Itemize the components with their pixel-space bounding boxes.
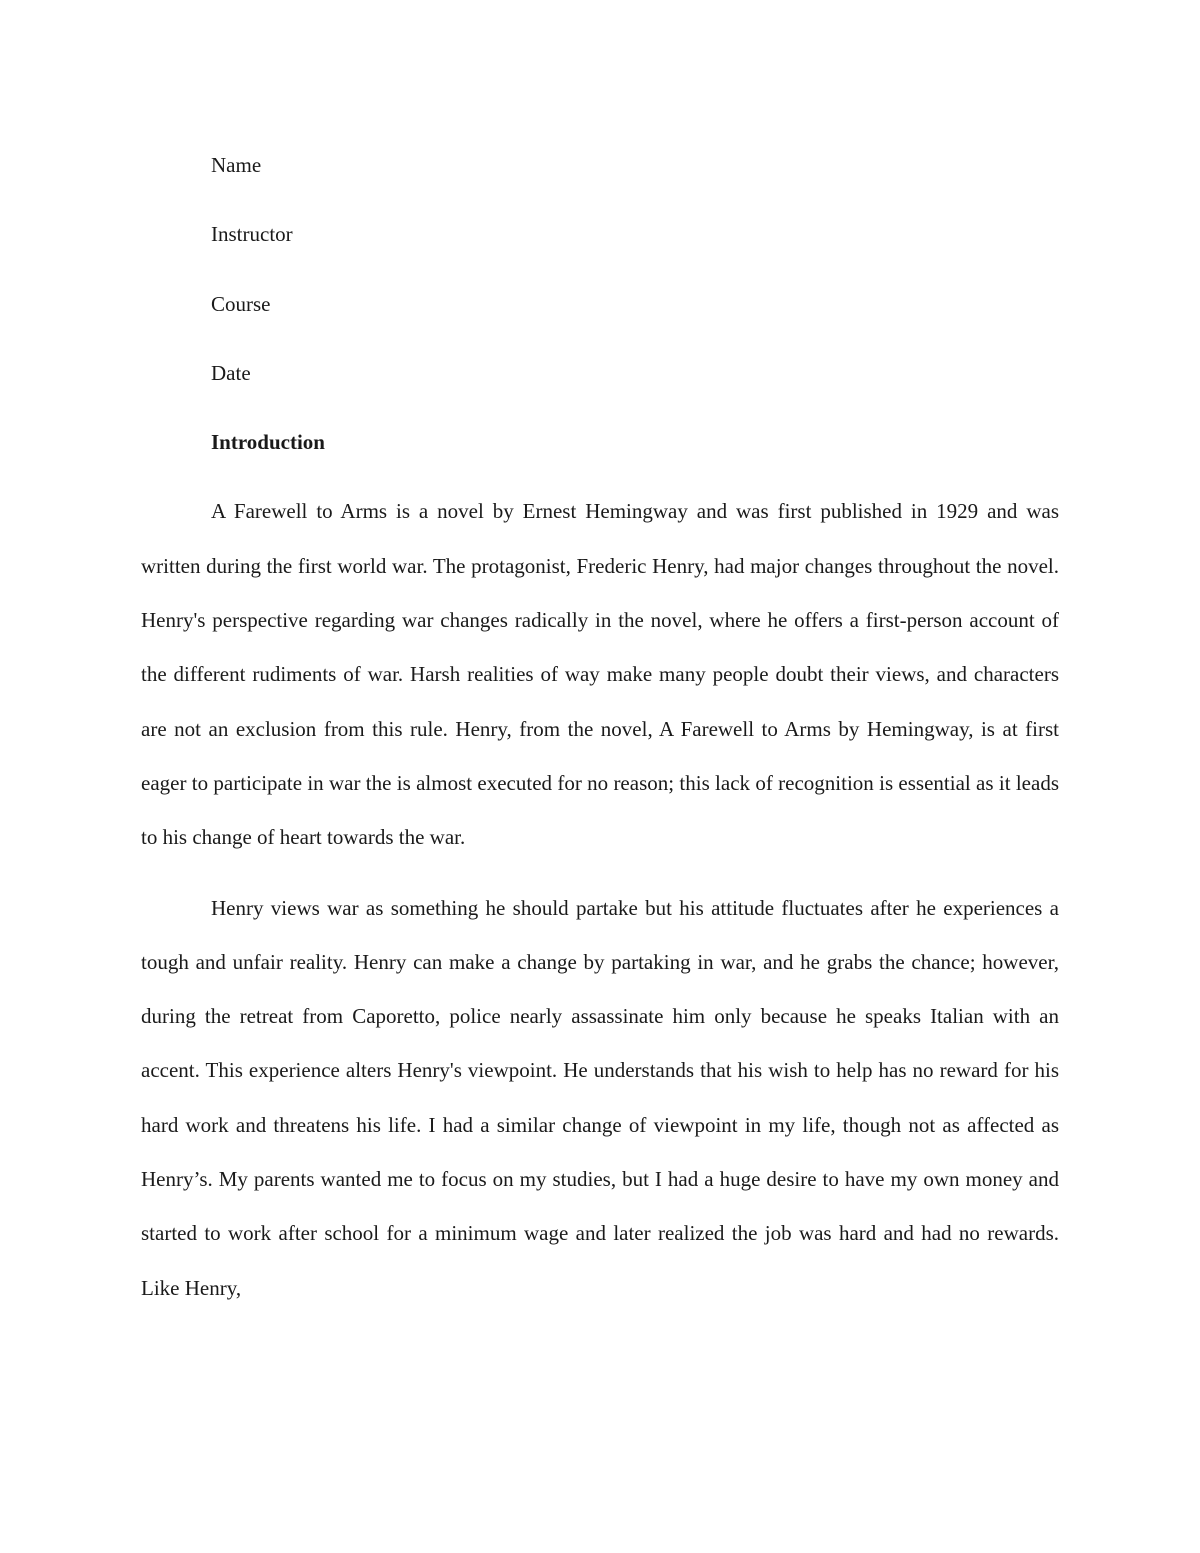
section-heading: Introduction: [211, 430, 325, 455]
date-line: Date: [211, 360, 251, 385]
paragraph-2: Henry views war as something he should partake but his attitude fluctuates after he experiences a tough and unfair reality. Henry can make a change by partaking in war, and he grabs the chance; however, during the retreat from Caporetto, police nearly assassinate him only because he speaks Italian with an accent. This experience alters Henry's viewpoint. He understands that his wish to help has no reward for his hard work and threatens his life. I had a similar change of viewpoint in my life, though not as affected as Henry’s. My parents wanted me to focus on my studies, but I had a huge desire to have my own money and started to work after school for a minimum wage and later realized the job was hard and had no rewards. Like Henry,: [141, 895, 1059, 1300]
instructor-name: Instructor: [211, 222, 293, 247]
student-name: Name: [211, 153, 262, 177]
paragraph-1: A Farewell to Arms is a novel by Ernest Hemingway and was first published in 1929 and was written during the first world war. The protagonist, Frederic Henry, had major changes throughout the novel. Henry's perspective regarding war changes radically in the novel, where he offers a first-person account of the different rudiments of war. Harsh realities of way make many people doubt their views, and characters are not an exclusion from this rule. Henry, from the novel, A Farewell to Arms by Hemingway, is at first eager to participate in war the is almost executed for no reason; this lack of recognition is essential as it leads to his change of heart towards the war.: [141, 499, 1059, 850]
document-body: [141, 138, 1059, 1330]
course-name: Course: [211, 291, 271, 316]
